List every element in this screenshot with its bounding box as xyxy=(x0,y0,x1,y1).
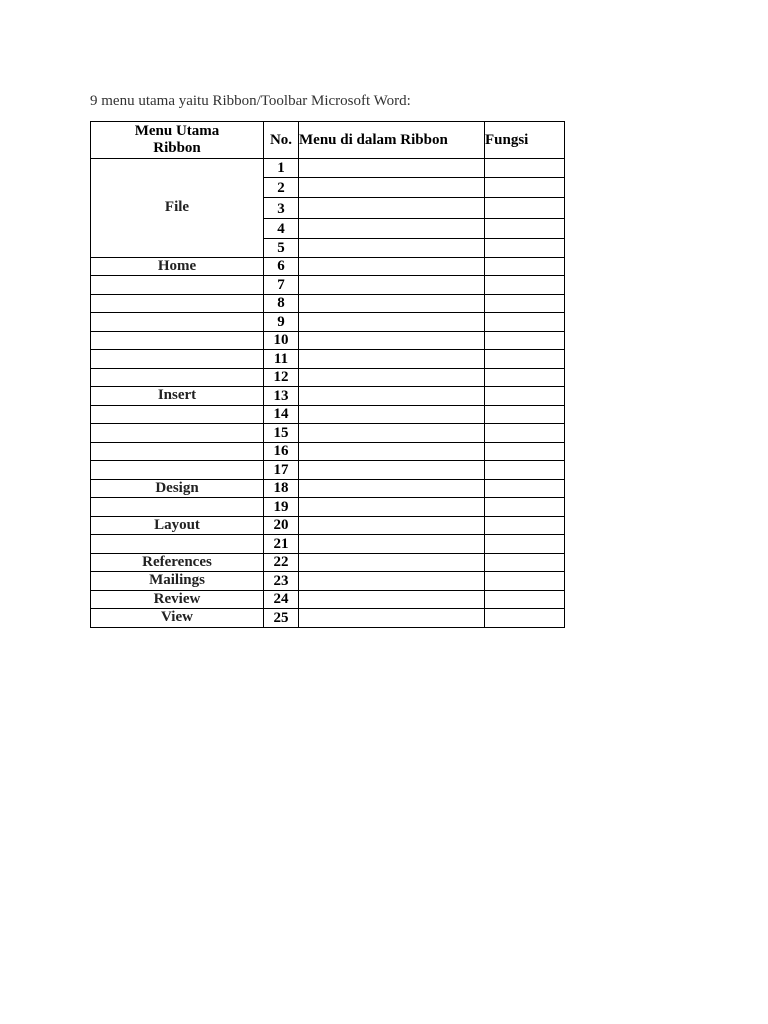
fungsi-cell xyxy=(485,572,565,591)
table-row xyxy=(91,294,565,313)
fungsi-cell xyxy=(485,177,565,198)
number-cell: 2 xyxy=(264,177,299,198)
table-row xyxy=(91,442,565,461)
submenu-cell xyxy=(299,535,485,554)
number-cell: 8 xyxy=(264,294,299,313)
fungsi-cell xyxy=(485,276,565,295)
number-cell: 17 xyxy=(264,461,299,480)
submenu-cell xyxy=(299,177,485,198)
table-row xyxy=(91,553,565,572)
menu-cell xyxy=(91,424,264,443)
submenu-cell xyxy=(299,350,485,369)
submenu-cell xyxy=(299,198,485,219)
table-row xyxy=(91,461,565,480)
table-body xyxy=(91,159,565,628)
number-cell: 20 xyxy=(264,516,299,535)
table-header-row xyxy=(91,122,565,159)
table-row xyxy=(91,609,565,628)
menu-cell xyxy=(91,535,264,554)
table-row xyxy=(91,535,565,554)
fungsi-cell xyxy=(485,516,565,535)
table-row xyxy=(91,313,565,332)
header-menu-utama xyxy=(91,122,264,159)
table-row xyxy=(91,368,565,387)
menu-cell: References xyxy=(91,553,264,572)
table-row xyxy=(91,590,565,609)
menu-cell xyxy=(91,350,264,369)
submenu-cell xyxy=(299,424,485,443)
number-cell: 3 xyxy=(264,198,299,219)
table-row xyxy=(91,516,565,535)
number-cell: 16 xyxy=(264,442,299,461)
number-cell: 4 xyxy=(264,218,299,239)
fungsi-cell xyxy=(485,331,565,350)
submenu-cell xyxy=(299,553,485,572)
submenu-cell xyxy=(299,294,485,313)
fungsi-cell xyxy=(485,387,565,406)
table-row xyxy=(91,479,565,498)
fungsi-cell xyxy=(485,479,565,498)
fungsi-cell xyxy=(485,350,565,369)
submenu-cell xyxy=(299,442,485,461)
menu-cell: Mailings xyxy=(91,572,264,591)
menu-cell xyxy=(91,498,264,517)
menu-cell xyxy=(91,442,264,461)
table-row xyxy=(91,331,565,350)
submenu-cell xyxy=(299,572,485,591)
number-cell: 24 xyxy=(264,590,299,609)
submenu-cell xyxy=(299,461,485,480)
number-cell: 5 xyxy=(264,239,299,258)
number-cell: 1 xyxy=(264,159,299,178)
menu-cell: View xyxy=(91,609,264,628)
fungsi-cell xyxy=(485,198,565,219)
fungsi-cell xyxy=(485,294,565,313)
header-fungsi: Fungsi xyxy=(485,122,565,159)
intro-text: 9 menu utama yaitu Ribbon/Toolbar Microsoft Word: xyxy=(90,93,411,109)
table-row xyxy=(91,498,565,517)
table-row xyxy=(91,572,565,591)
number-cell: 6 xyxy=(264,257,299,276)
submenu-cell xyxy=(299,498,485,517)
fungsi-cell xyxy=(485,239,565,258)
fungsi-cell xyxy=(485,405,565,424)
fungsi-cell xyxy=(485,313,565,332)
header-menu-line1: Menu Utama xyxy=(134,123,220,139)
table-row xyxy=(91,405,565,424)
header-submenu: Menu di dalam Ribbon xyxy=(299,122,485,159)
table-row xyxy=(91,159,565,178)
submenu-cell xyxy=(299,516,485,535)
number-cell: 14 xyxy=(264,405,299,424)
fungsi-cell xyxy=(485,368,565,387)
table-row xyxy=(91,257,565,276)
table-row xyxy=(91,276,565,295)
fungsi-cell xyxy=(485,498,565,517)
fungsi-cell xyxy=(485,257,565,276)
submenu-cell xyxy=(299,590,485,609)
table-row xyxy=(91,350,565,369)
menu-cell: Home xyxy=(91,257,264,276)
submenu-cell xyxy=(299,239,485,258)
number-cell: 7 xyxy=(264,276,299,295)
menu-cell: Layout xyxy=(91,516,264,535)
submenu-cell xyxy=(299,276,485,295)
submenu-cell xyxy=(299,313,485,332)
fungsi-cell xyxy=(485,609,565,628)
menu-cell: Design xyxy=(91,479,264,498)
number-cell: 23 xyxy=(264,572,299,591)
fungsi-cell xyxy=(485,218,565,239)
submenu-cell xyxy=(299,257,485,276)
fungsi-cell xyxy=(485,159,565,178)
menu-cell xyxy=(91,405,264,424)
fungsi-cell xyxy=(485,461,565,480)
number-cell: 10 xyxy=(264,331,299,350)
fungsi-cell xyxy=(485,590,565,609)
menu-cell: Review xyxy=(91,590,264,609)
fungsi-cell xyxy=(485,424,565,443)
menu-cell xyxy=(91,331,264,350)
submenu-cell xyxy=(299,479,485,498)
fungsi-cell xyxy=(485,553,565,572)
submenu-cell xyxy=(299,609,485,628)
number-cell: 12 xyxy=(264,368,299,387)
number-cell: 19 xyxy=(264,498,299,517)
menu-cell xyxy=(91,294,264,313)
menu-cell xyxy=(91,276,264,295)
submenu-cell xyxy=(299,405,485,424)
ribbon-menu-table xyxy=(90,121,565,628)
number-cell: 22 xyxy=(264,553,299,572)
number-cell: 25 xyxy=(264,609,299,628)
number-cell: 15 xyxy=(264,424,299,443)
fungsi-cell xyxy=(485,535,565,554)
submenu-cell xyxy=(299,368,485,387)
menu-cell xyxy=(91,368,264,387)
table-row xyxy=(91,424,565,443)
menu-cell: Insert xyxy=(91,387,264,406)
number-cell: 21 xyxy=(264,535,299,554)
submenu-cell xyxy=(299,159,485,178)
number-cell: 13 xyxy=(264,387,299,406)
menu-cell xyxy=(91,461,264,480)
number-cell: 9 xyxy=(264,313,299,332)
fungsi-cell xyxy=(485,442,565,461)
menu-cell-file: File xyxy=(91,159,264,258)
header-no: No. xyxy=(264,122,299,159)
submenu-cell xyxy=(299,218,485,239)
menu-cell xyxy=(91,313,264,332)
submenu-cell xyxy=(299,387,485,406)
header-menu-line2: Ribbon xyxy=(153,140,201,156)
number-cell: 18 xyxy=(264,479,299,498)
submenu-cell xyxy=(299,331,485,350)
table-row xyxy=(91,387,565,406)
number-cell: 11 xyxy=(264,350,299,369)
